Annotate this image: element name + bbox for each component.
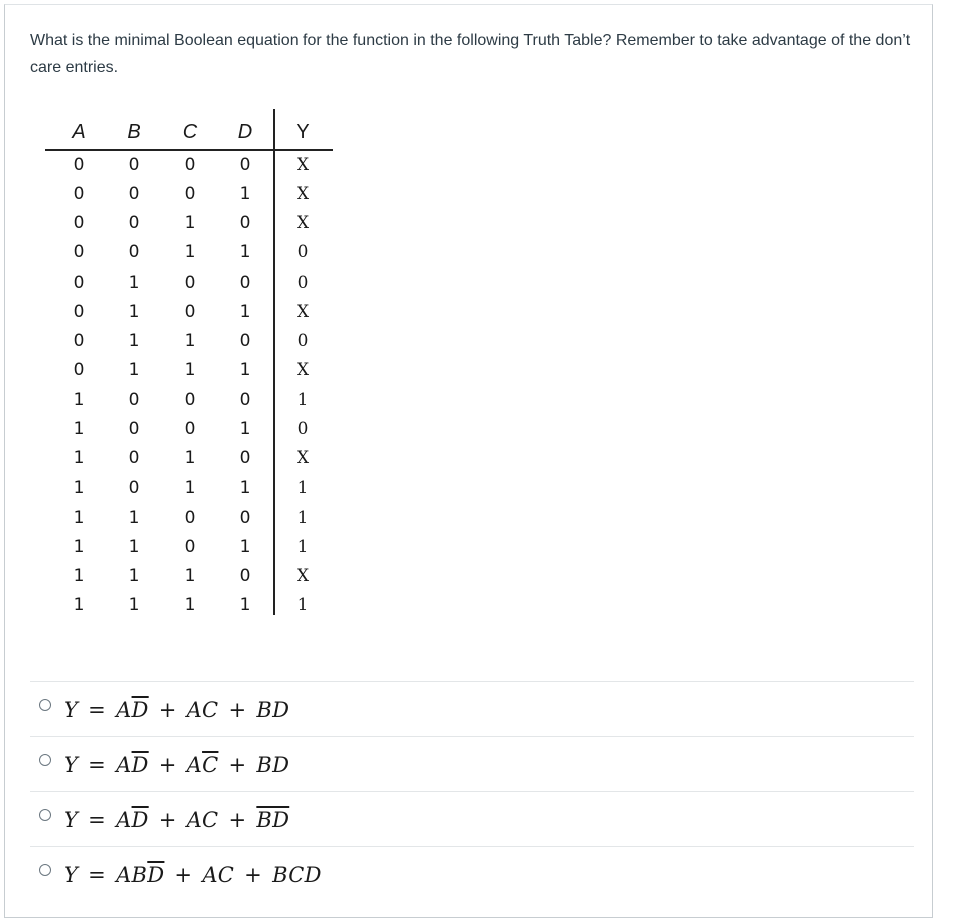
- truth-table-cell: 0: [184, 272, 196, 293]
- answer-option-3[interactable]: [30, 791, 914, 846]
- truth-table-cell: 0: [128, 448, 140, 469]
- formula-output-variable: Y: [64, 753, 79, 777]
- truth-table-cell: 0: [73, 184, 85, 205]
- truth-table-cell: 1: [239, 477, 251, 498]
- truth-table-cell: 0: [73, 272, 85, 293]
- truth-table-cell: 1: [239, 184, 251, 205]
- formula-literal: BCD: [272, 863, 322, 887]
- truth-table-cell: 0: [239, 448, 251, 469]
- formula-literal: BD: [256, 753, 290, 777]
- formula-equals: =: [88, 863, 107, 887]
- truth-table-cell: X: [296, 566, 310, 586]
- truth-table-cell: 0: [239, 566, 251, 586]
- formula-plus: +: [228, 808, 247, 832]
- radio-button[interactable]: [39, 699, 51, 711]
- truth-table-cell: 1: [184, 359, 196, 380]
- question-card: [4, 4, 933, 918]
- answer-options: [30, 681, 914, 901]
- truth-table-cell: 1: [184, 477, 196, 498]
- truth-table-header-a: A: [72, 121, 86, 143]
- formula-term: [187, 808, 219, 832]
- formula-output-variable: Y: [64, 698, 79, 722]
- truth-table-cell: 1: [239, 242, 251, 263]
- truth-table-cell: 1: [297, 390, 309, 411]
- truth-table-cell: 0: [184, 390, 196, 411]
- truth-table-cell: 0: [128, 419, 140, 440]
- formula-literal: AB: [116, 863, 148, 887]
- formula-plus: +: [158, 753, 177, 777]
- truth-table-cell: X: [296, 301, 310, 322]
- formula-term: [116, 753, 149, 777]
- formula-complemented-literal: $\overline{D}$: [147, 863, 165, 887]
- truth-table-cell: 1: [73, 390, 85, 411]
- truth-table-cell: 0: [73, 359, 85, 380]
- formula-literal: AC: [186, 698, 219, 722]
- answer-option-4[interactable]: [30, 846, 914, 901]
- formula-term: [272, 863, 322, 887]
- truth-table-cell: 1: [128, 359, 140, 380]
- truth-table-cell: 0: [184, 301, 196, 322]
- formula-term: [256, 698, 289, 722]
- truth-table-cell: 0: [239, 155, 251, 175]
- radio-button[interactable]: [39, 809, 51, 821]
- formula-plus: +: [158, 808, 177, 832]
- formula-literal: A: [116, 698, 132, 722]
- truth-table-cell: 0: [184, 184, 196, 205]
- truth-table-cell: 1: [184, 242, 196, 263]
- truth-table-cell: X: [296, 155, 310, 175]
- formula-term: [116, 863, 164, 887]
- question-text: What is the minimal Boolean equation for the function in the following Truth Table? Remember to take advantage of the don’t care entries.: [30, 32, 911, 76]
- formula-equals: =: [88, 698, 107, 722]
- truth-table-cell: 1: [128, 301, 140, 322]
- truth-table-cell: 0: [73, 301, 85, 322]
- truth-table-cell: 1: [239, 419, 251, 440]
- formula-plus: +: [228, 753, 247, 777]
- truth-table-cell: 0: [239, 390, 251, 411]
- truth-table-cell: 0: [297, 419, 309, 440]
- truth-table-output-divider: [273, 109, 275, 615]
- radio-button[interactable]: [39, 754, 51, 766]
- truth-table-cell: 1: [184, 213, 196, 234]
- truth-table-cell: X: [296, 184, 310, 205]
- truth-table-cell: 1: [73, 536, 85, 557]
- answer-formula: [64, 698, 289, 722]
- formula-term: [202, 863, 234, 887]
- formula-literal: A: [116, 808, 132, 832]
- formula-output-variable: Y: [64, 808, 79, 832]
- formula-complemented-literal: $\overline{BD}$: [256, 808, 290, 832]
- truth-table-cell: 1: [128, 536, 140, 557]
- truth-table-cell: 1: [128, 330, 140, 351]
- truth-table-cell: 1: [128, 272, 140, 293]
- formula-literal: A: [116, 753, 132, 777]
- truth-table-cell: 0: [239, 272, 251, 293]
- truth-table-cell: 0: [73, 213, 85, 234]
- formula-plus: +: [228, 698, 247, 722]
- truth-table-cell: 1: [128, 566, 140, 586]
- truth-table-cell: 1: [73, 419, 85, 440]
- truth-table-cell: 0: [73, 242, 85, 263]
- formula-term: [256, 808, 289, 832]
- truth-table-cell: 1: [73, 477, 85, 498]
- truth-table-cell: 1: [297, 507, 309, 528]
- formula-literal: AC: [186, 808, 219, 832]
- formula-term: [256, 753, 289, 777]
- truth-table-cell: 1: [184, 566, 196, 586]
- formula-output-variable: Y: [64, 863, 79, 887]
- truth-table-cell: 1: [128, 507, 140, 528]
- truth-table-cell: 0: [184, 419, 196, 440]
- formula-equals: =: [88, 808, 107, 832]
- truth-table-cell: X: [296, 448, 310, 469]
- truth-table-cell: 1: [184, 595, 196, 616]
- truth-table-cell: 1: [297, 536, 309, 557]
- truth-table-cell: X: [296, 213, 310, 234]
- truth-table-header-divider: [45, 149, 333, 151]
- answer-formula: [64, 808, 289, 832]
- formula-plus: +: [158, 698, 177, 722]
- truth-table: [45, 105, 335, 615]
- answer-option-1[interactable]: [30, 681, 914, 736]
- truth-table-cell: 1: [73, 566, 85, 586]
- truth-table-cell: 1: [184, 330, 196, 351]
- truth-table-cell: 0: [128, 213, 140, 234]
- formula-term: [187, 753, 219, 777]
- formula-term: [116, 698, 149, 722]
- truth-table-cell: 0: [128, 390, 140, 411]
- truth-table-header-y: Y: [296, 121, 310, 143]
- truth-table-cell: 1: [73, 595, 85, 616]
- truth-table-cell: 0: [239, 330, 251, 351]
- formula-equals: =: [88, 753, 107, 777]
- truth-table-cell: 1: [184, 448, 196, 469]
- formula-complemented-literal: $\overline{D}$: [131, 753, 149, 777]
- truth-table-cell: 0: [73, 330, 85, 351]
- truth-table-cell: 0: [128, 155, 140, 175]
- truth-table-header-b: B: [127, 121, 141, 143]
- formula-complemented-literal: $\overline{D}$: [131, 808, 149, 832]
- truth-table-cell: 1: [128, 595, 140, 616]
- truth-table-cell: 1: [239, 595, 251, 616]
- truth-table-cell: 0: [297, 330, 309, 351]
- formula-complemented-literal: $\overline{D}$: [131, 698, 149, 722]
- truth-table-cell: 1: [73, 448, 85, 469]
- truth-table-cell: 0: [297, 242, 309, 263]
- formula-plus: +: [244, 863, 263, 887]
- formula-literal: BD: [256, 698, 290, 722]
- formula-literal: A: [186, 753, 203, 777]
- formula-plus: +: [174, 863, 193, 887]
- truth-table-cell: 1: [297, 595, 309, 616]
- truth-table-cell: 0: [184, 536, 196, 557]
- answer-formula: [64, 863, 322, 887]
- truth-table-header-d: D: [237, 121, 253, 143]
- truth-table-cell: 1: [73, 507, 85, 528]
- formula-term: [187, 698, 219, 722]
- answer-formula: [64, 753, 289, 777]
- truth-table-cell: 0: [128, 242, 140, 263]
- truth-table-cell: 0: [239, 507, 251, 528]
- formula-term: [116, 808, 149, 832]
- truth-table-cell: 0: [297, 272, 309, 293]
- truth-table-cell: 0: [128, 477, 140, 498]
- truth-table-cell: 1: [239, 359, 251, 380]
- truth-table-cell: 1: [239, 301, 251, 322]
- truth-table-cell: 0: [73, 155, 85, 175]
- formula-literal: AC: [202, 863, 235, 887]
- radio-button[interactable]: [39, 864, 51, 876]
- truth-table-cell: 0: [239, 213, 251, 234]
- truth-table-header-c: C: [182, 121, 198, 143]
- truth-table-cell: 1: [239, 536, 251, 557]
- answer-option-2[interactable]: [30, 736, 914, 791]
- truth-table-cell: 1: [297, 477, 309, 498]
- formula-complemented-literal: $\overline{C}$: [202, 753, 219, 777]
- truth-table-cell: 0: [128, 184, 140, 205]
- truth-table-cell: 0: [184, 155, 196, 175]
- truth-table-cell: X: [296, 359, 310, 380]
- truth-table-cell: 0: [184, 507, 196, 528]
